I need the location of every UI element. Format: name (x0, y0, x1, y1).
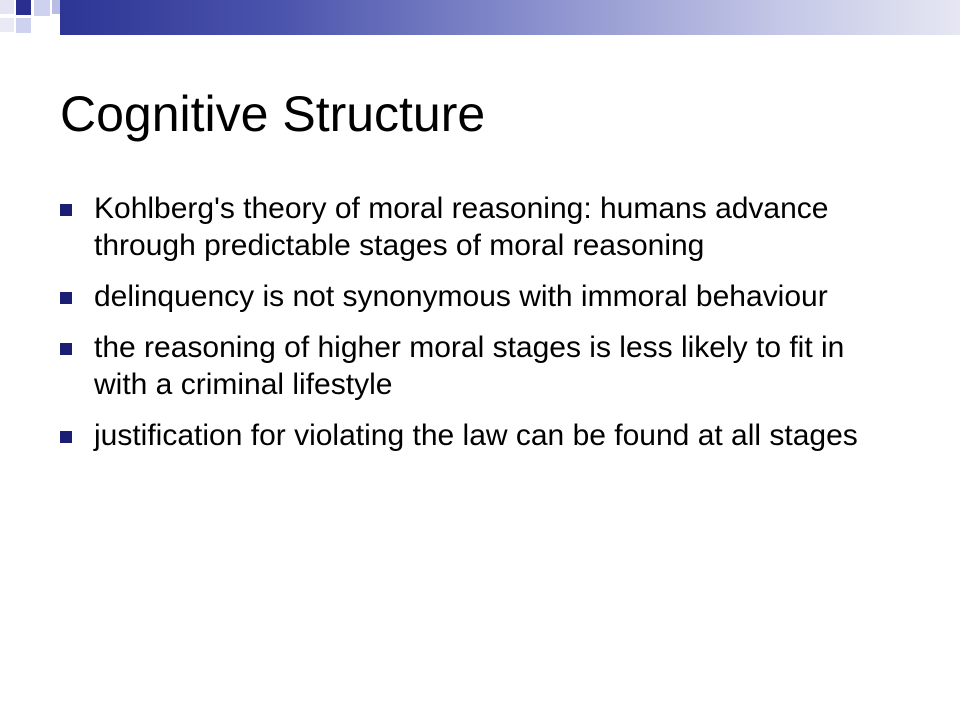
corner-square-decoration (16, 0, 31, 15)
bullet-text: Kohlberg's theory of moral reasoning: humans advance through predictable stages of moral reasoning (94, 192, 829, 262)
corner-square-decoration (52, 0, 60, 14)
corner-square-decoration (0, 18, 14, 32)
bullet-text: the reasoning of higher moral stages is less likely to fit in with a criminal lifestyle (94, 331, 845, 401)
slide-title: Cognitive Structure (60, 86, 486, 142)
bullet-item (60, 190, 880, 264)
square-bullet-icon (60, 431, 72, 443)
bullet-item (60, 278, 880, 315)
bullet-text: justification for violating the law can be found at all stages (94, 419, 858, 452)
bullet-item (60, 417, 880, 454)
corner-square-decoration (0, 0, 14, 14)
bullet-list (60, 190, 880, 468)
square-bullet-icon (60, 204, 72, 216)
bullet-item (60, 329, 880, 403)
bullet-text: delinquency is not synonymous with immoral behaviour (94, 280, 828, 313)
square-bullet-icon (60, 343, 72, 355)
corner-square-decoration (34, 0, 50, 16)
corner-square-decoration (16, 18, 31, 33)
header-gradient-bar (60, 0, 960, 35)
square-bullet-icon (60, 292, 72, 304)
